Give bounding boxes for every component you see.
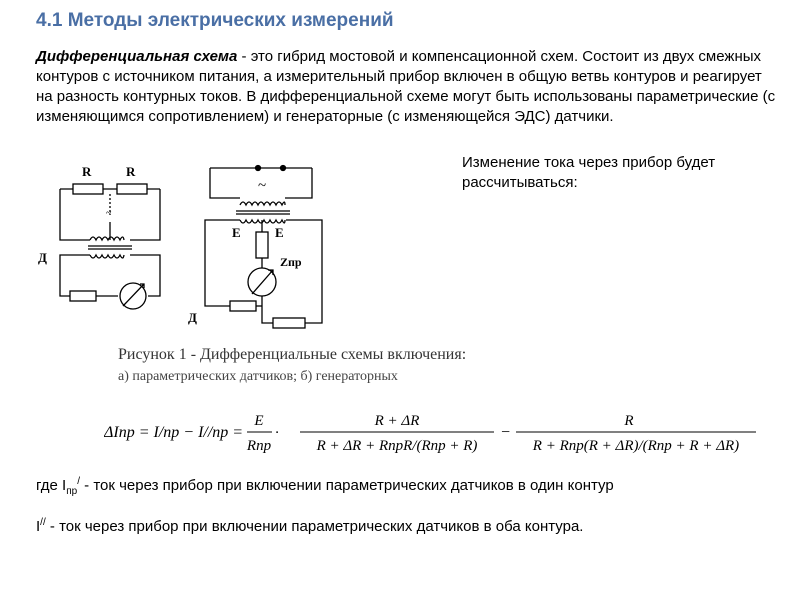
right-resistor-1 (230, 301, 256, 311)
left-transformer-top (90, 237, 124, 240)
right-node-2 (281, 166, 286, 171)
figure-caption (118, 344, 628, 392)
left-resistor-3 (70, 291, 96, 301)
formula-dot: · (275, 425, 279, 441)
desc1-pre: где I (36, 477, 67, 494)
formula-frac3-den: R + Rпр(R + ΔR)/(Rпр + R + ΔR) (532, 438, 740, 454)
caption-line-1: Рисунок 1 - Дифференциальные схемы включения: (118, 346, 467, 363)
desc1-sup: / (77, 476, 80, 487)
desc2-sup: // (40, 517, 46, 528)
left-center-mark: ~ (106, 208, 112, 219)
left-meter-arrow (123, 284, 144, 306)
right-zpr-label: Zпр (280, 255, 302, 269)
desc2-post: - ток через прибор при включении параметрических датчиков в оба контура. (45, 518, 584, 535)
right-transformer-top (240, 202, 285, 205)
right-resistor-2 (273, 318, 305, 328)
right-d-label: Д (188, 310, 197, 325)
right-tilde: ~ (258, 178, 267, 194)
right-bottom-wire (262, 296, 273, 323)
description-1 (36, 472, 614, 502)
formula (104, 404, 764, 460)
intro-term: Дифференциальная схема (36, 48, 238, 65)
right-scheme (188, 166, 322, 329)
desc1-post: - ток через прибор при включении параметрических датчиков в один контур (80, 477, 614, 494)
left-resistor-2 (117, 184, 147, 194)
right-meter-arrow (252, 270, 273, 294)
desc2-pre: I (36, 518, 41, 535)
formula-minus: − (500, 424, 511, 441)
left-scheme (38, 164, 160, 309)
left-transformer-bottom (90, 255, 124, 258)
page-title: 4.1 Методы электрических измерений (36, 10, 394, 31)
formula-lhs: ΔIпр = I/пр − I//пр = (104, 424, 244, 441)
left-resistor-1 (73, 184, 103, 194)
description-2 (36, 513, 583, 537)
right-e2-label: E (275, 225, 284, 240)
desc1-sub: пр (66, 486, 78, 497)
right-e1-label: E (232, 225, 241, 240)
formula-frac3-num: R (624, 413, 634, 429)
formula-frac2-num: R + ΔR (374, 413, 420, 429)
right-source (256, 232, 268, 258)
left-r1-label: R (82, 164, 92, 179)
intro-text: - это гибрид мостовой и компенсационной схем. Состоит из двух смежных контуров с источником питания, а измерительный прибор включен в общую ветвь контуров и реагирует на разность контурных токов. В дифференциальной схеме могут быть использованы параметрические (с изменяющимся сопротивлением) и генераторные (с изменяющейся ЭДС) датчики. (36, 48, 776, 125)
note-text: Изменение тока через прибор будет рассчитываться: (462, 154, 716, 191)
formula-frac1-num: E (254, 413, 264, 429)
formula-frac2-den: R + ΔR + RпрR/(Rпр + R) (316, 438, 478, 454)
formula-frac1-den: Rпр (246, 438, 272, 454)
left-r2-label: R (126, 164, 136, 179)
left-d-label: Д (38, 250, 47, 265)
caption-line-2: а) параметрических датчиков; б) генераторных (118, 369, 398, 384)
right-side-wires (205, 220, 322, 323)
right-node-1 (256, 166, 261, 171)
